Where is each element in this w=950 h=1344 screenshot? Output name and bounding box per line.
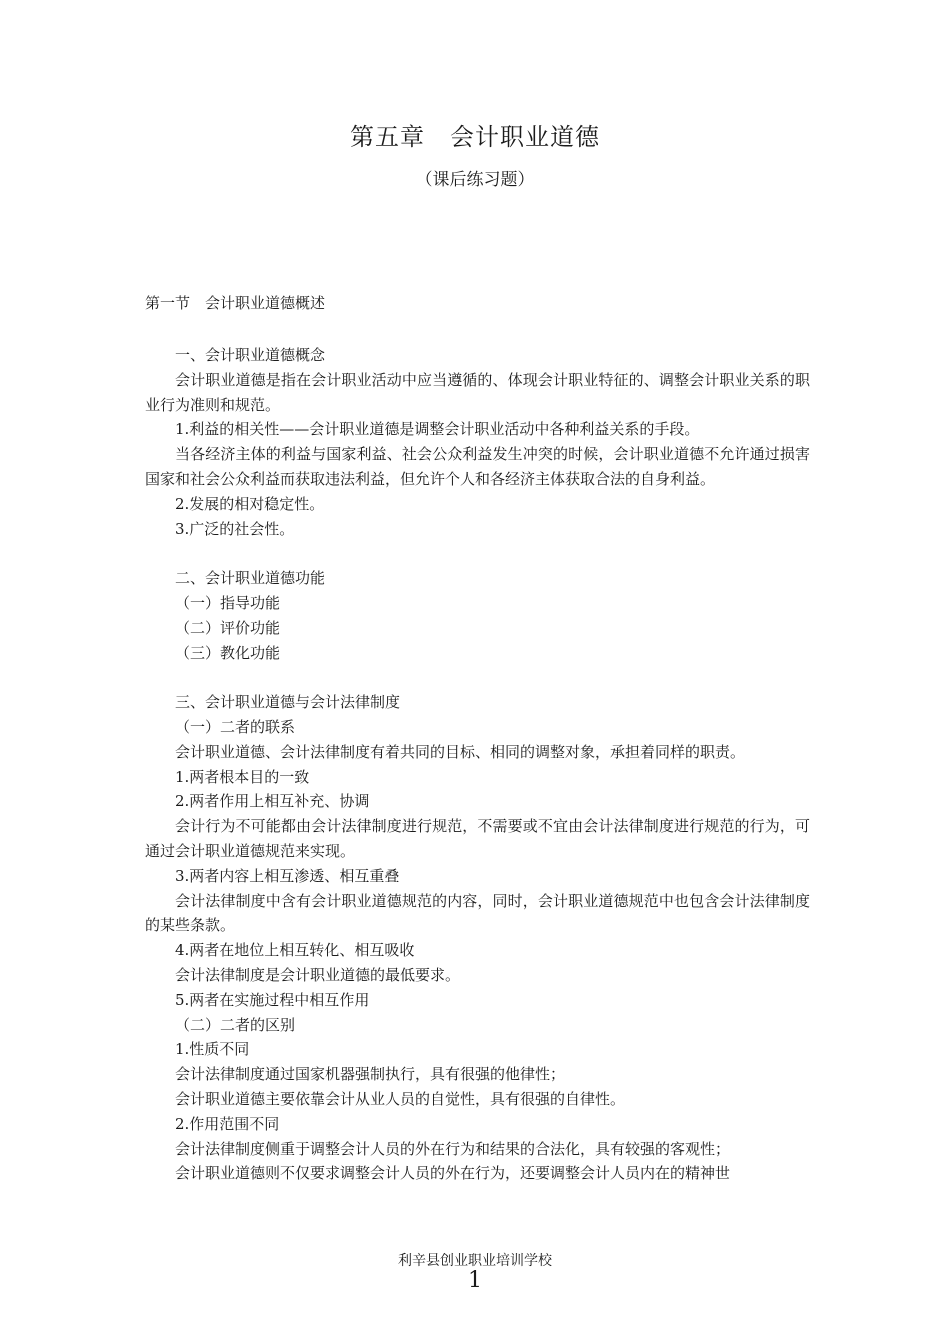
body-paragraph: （三）教化功能: [175, 643, 281, 662]
body-paragraph: 会计法律制度是会计职业道德的最低要求。: [175, 965, 461, 984]
chapter-title: 第五章 会计职业道德: [350, 123, 600, 151]
body-paragraph: 会计法律制度通过国家机器强制执行，具有很强的他律性；: [175, 1065, 566, 1084]
body-text: [145, 343, 810, 1186]
body-paragraph: 会计职业道德是指在会计职业活动中应当遵循的、体现会计职业特征的、调整会计职业关系的职业行为准则和规范。: [145, 370, 810, 414]
body-paragraph: 3.两者内容上相互渗透、相互重叠: [175, 866, 400, 885]
body-paragraph: 1.两者根本目的一致: [175, 767, 310, 786]
paragraph-spacer: [145, 665, 810, 690]
body-paragraph: 会计行为不可能都由会计法律制度进行规范，不需要或不宜由会计法律制度进行规范的行为，可通过会计职业道德规范来实现。: [145, 817, 810, 860]
chapter-subtitle: （课后练习题）: [415, 170, 535, 190]
page-number: 1: [468, 1268, 482, 1293]
body-paragraph: 会计职业道德主要依靠会计从业人员的自觉性，具有很强的自律性。: [175, 1089, 626, 1108]
body-paragraph: 三、会计职业道德与会计法律制度: [175, 693, 401, 712]
body-paragraph: 5.两者在实施过程中相互作用: [175, 990, 370, 1009]
body-paragraph: 1.利益的相关性——会计职业道德是调整会计职业活动中各种利益关系的手段。: [175, 420, 700, 439]
body-paragraph: （二）评价功能: [175, 618, 281, 637]
paragraph-spacer: [145, 541, 810, 566]
body-paragraph: 2.发展的相对稳定性。: [175, 494, 325, 513]
body-paragraph: 1.性质不同: [175, 1040, 250, 1059]
body-paragraph: （一）二者的联系: [175, 717, 296, 736]
body-paragraph: 当各经济主体的利益与国家利益、社会公众利益发生冲突的时候，会计职业道德不允许通过损害国家和社会公众利益而获取违法利益，但允许个人和各经济主体获取合法的自身利益。: [145, 445, 810, 488]
body-paragraph: 会计职业道德则不仅要求调整会计人员的外在行为，还要调整会计人员内在的精神世: [175, 1164, 731, 1183]
section-heading: 第一节 会计职业道德概述: [145, 294, 326, 312]
body-paragraph: 二、会计职业道德功能: [175, 569, 326, 588]
body-paragraph: 4.两者在地位上相互转化、相互吸收: [175, 941, 415, 960]
body-paragraph: （二）二者的区别: [175, 1015, 296, 1034]
body-paragraph: 会计法律制度中含有会计职业道德规范的内容，同时，会计职业道德规范中也包含会计法律制度的某些条款。: [145, 891, 810, 935]
body-paragraph: 2.两者作用上相互补充、协调: [175, 792, 370, 811]
body-paragraph: 会计法律制度侧重于调整会计人员的外在行为和结果的合法化，具有较强的客观性；: [175, 1139, 731, 1158]
body-paragraph: 2.作用范围不同: [175, 1114, 280, 1133]
body-paragraph: 一、会计职业道德概念: [175, 346, 326, 364]
body-paragraph: 3.广泛的社会性。: [175, 519, 295, 538]
body-paragraph: 会计职业道德、会计法律制度有着共同的目标、相同的调整对象，承担着同样的职责。: [175, 742, 746, 761]
footer-school-name: 利辛县创业职业培训学校: [398, 1253, 552, 1269]
body-paragraph: （一）指导功能: [175, 593, 281, 612]
